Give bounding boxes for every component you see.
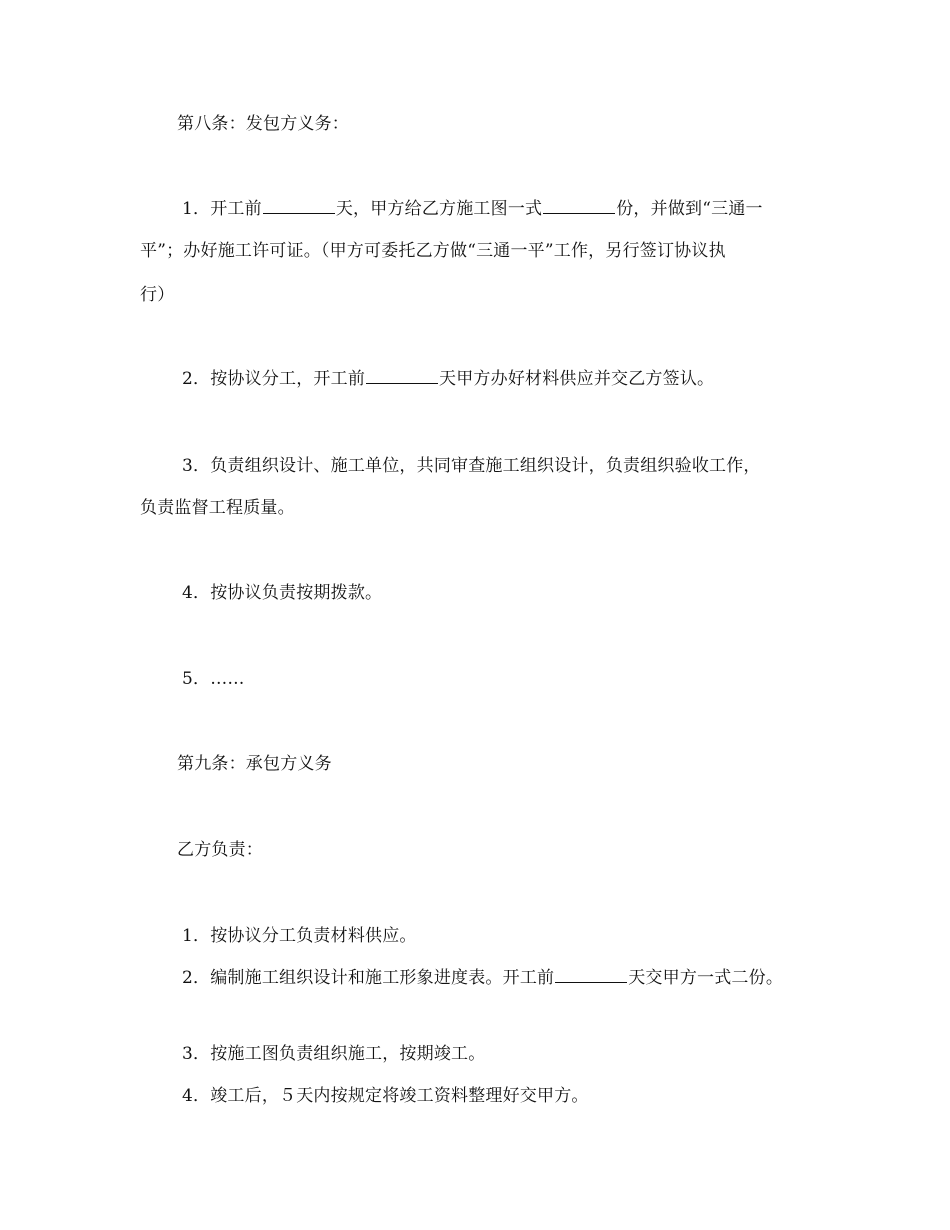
article8-item1-line3: 行）	[140, 285, 175, 305]
article8-item1-line1	[182, 198, 763, 220]
item-number: 3．	[182, 456, 211, 476]
item-text: 竣工后，５天内按规定将竣工资料整理好交甲方。	[210, 1086, 589, 1106]
item-text: 按协议分工负责材料供应。	[210, 926, 417, 946]
article8-item3-line2: 负责监督工程质量。	[140, 498, 295, 518]
article8-item2	[182, 368, 714, 390]
article9-item2	[182, 967, 783, 989]
article8-heading: 第八条：发包方义务：	[177, 114, 349, 134]
item-number: 2．	[182, 369, 211, 389]
item-text: 按协议负责按期拨款。	[210, 583, 383, 603]
article9-intro: 乙方负责：	[177, 840, 263, 860]
item-number: 1．	[182, 199, 211, 219]
item-text: 按协议分工，开工前	[210, 369, 366, 389]
article9-heading: 第九条：承包方义务	[177, 754, 332, 774]
item-number: 4．	[182, 1086, 211, 1106]
fill-blank	[555, 967, 627, 983]
fill-blank	[543, 198, 615, 214]
fill-blank	[263, 198, 335, 214]
item-number: 2．	[182, 968, 211, 988]
item-text: 天甲方办好材料供应并交乙方签认。	[439, 369, 715, 389]
item-text: 天，甲方给乙方施工图一式	[335, 199, 543, 219]
item-text: 份，并做到“三通一	[616, 199, 763, 219]
item-text: 天交甲方一式二份。	[628, 968, 784, 988]
item-number: 4．	[182, 583, 211, 603]
item-text: 按施工图负责组织施工，按期竣工。	[210, 1044, 486, 1064]
item-number: 5．	[182, 669, 211, 689]
article8-item5	[182, 668, 245, 690]
article8-item3-line1	[182, 455, 761, 477]
article8-item1-line2: 平”；办好施工许可证。（甲方可委托乙方做“三通一平”工作，另行签订协议执	[140, 241, 726, 261]
article9-item3	[182, 1043, 485, 1065]
item-number: 1．	[182, 926, 211, 946]
article9-item4	[182, 1085, 589, 1107]
item-text: ……	[210, 669, 245, 689]
article9-item1	[182, 925, 417, 947]
fill-blank	[366, 368, 438, 384]
article8-item4	[182, 582, 382, 604]
item-text: 开工前	[210, 199, 262, 219]
item-number: 3．	[182, 1044, 211, 1064]
item-text: 负责组织设计、施工单位，共同审查施工组织设计，负责组织验收工作，	[210, 456, 761, 476]
item-text: 编制施工组织设计和施工形象进度表。开工前	[210, 968, 555, 988]
